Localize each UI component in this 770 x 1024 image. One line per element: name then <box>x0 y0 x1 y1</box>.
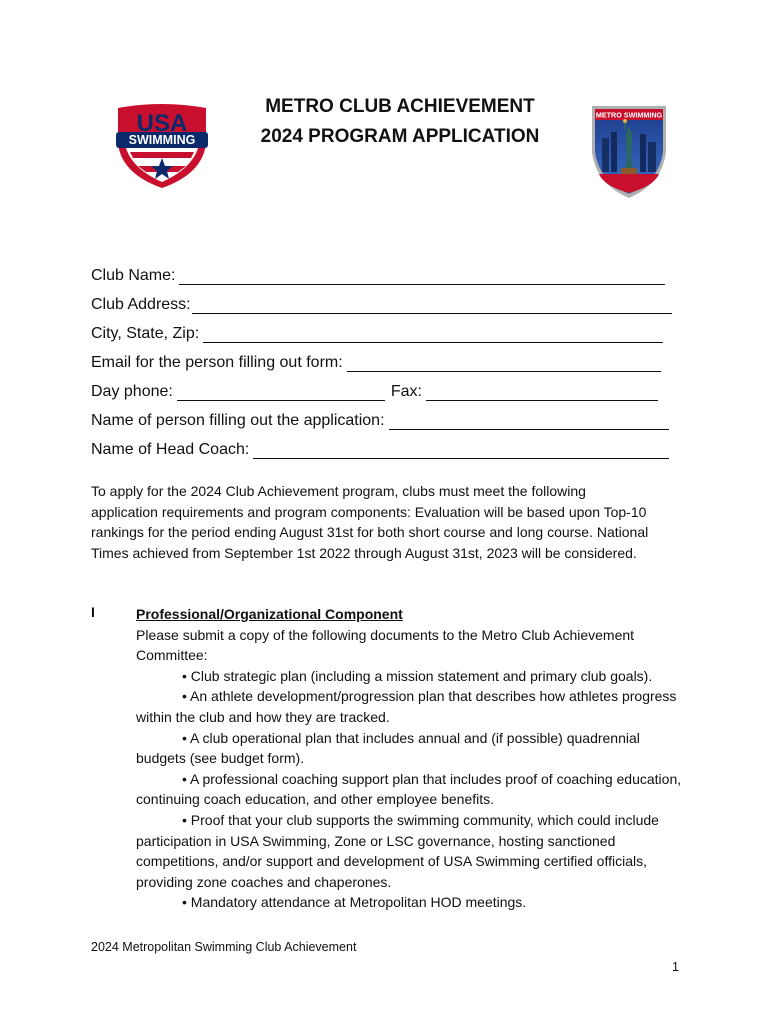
club-name-row <box>91 256 681 285</box>
applicant-name-label: Name of person filling out the application: <box>91 412 385 429</box>
head-coach-field[interactable] <box>253 441 669 459</box>
title-line-1: METRO CLUB ACHIEVEMENT <box>265 96 535 117</box>
metro-swimming-shield-icon <box>590 104 668 200</box>
page-number: 1 <box>672 960 679 974</box>
bullet-item: • A club operational plan that includes annual and (if possible) quadrennial budgets (see budget form). <box>136 729 640 767</box>
usa-swimming-logo-icon <box>112 104 212 190</box>
title-line-2: 2024 PROGRAM APPLICATION <box>260 126 540 147</box>
day-phone-label: Day phone: <box>91 383 173 400</box>
club-address-label: Club Address: <box>91 296 191 313</box>
usa-logo-text: USA <box>136 110 188 137</box>
club-name-field[interactable] <box>179 267 665 285</box>
city-state-zip-label: City, State, Zip: <box>91 325 200 342</box>
phone-fax-row <box>91 372 681 401</box>
section-heading: Professional/Organizational Component <box>136 606 403 622</box>
club-address-row <box>91 285 681 314</box>
applicant-name-field[interactable] <box>389 412 669 430</box>
day-phone-field[interactable] <box>177 383 385 401</box>
email-field[interactable] <box>347 354 661 372</box>
professional-organizational-section <box>136 604 684 913</box>
document-title <box>230 92 570 152</box>
city-state-zip-field[interactable] <box>203 325 663 343</box>
page-footer: 2024 Metropolitan Swimming Club Achievement <box>91 940 357 954</box>
club-info-form <box>91 256 681 459</box>
metro-logo-text: METRO SWIMMING <box>595 110 663 120</box>
club-name-label: Club Name: <box>91 267 176 284</box>
intro-paragraph: To apply for the 2024 Club Achievement program, clubs must meet the following application requirements and program components: Evaluation will be based upon Top-10 rankings for the period ending August 31st for both short course and long course. National Times achieved from September 1st 2022 through August 31st, 2023 will be considered. <box>91 483 649 561</box>
applicant-name-row <box>91 401 681 430</box>
city-state-zip-row <box>91 314 681 343</box>
bullet-item: • A professional coaching support plan that includes proof of coaching education, continuing coach education, and other employee benefits. <box>136 770 682 808</box>
bullet-item: • Club strategic plan (including a mission statement and primary club goals). <box>182 667 653 684</box>
bullet-item: • Mandatory attendance at Metropolitan HOD meetings. <box>182 894 527 911</box>
section-lead: Please submit a copy of the following documents to the Metro Club Achievement Committee: <box>136 626 635 664</box>
bullet-item: • An athlete development/progression plan that describes how athletes progress within the club and how they are tracked. <box>136 688 677 725</box>
fax-field[interactable] <box>426 383 658 401</box>
head-coach-label: Name of Head Coach: <box>91 441 250 458</box>
bullet-item: • Proof that your club supports the swimming community, which could include participation in USA Swimming, Zone or LSC governance, hosting sanctioned competitions, and/or support and development of USA Swimming certified officials, providing zone coaches and chaperones. <box>136 811 659 890</box>
section-number: I <box>91 604 95 620</box>
swimming-logo-text: SWIMMING <box>128 133 196 147</box>
email-row <box>91 343 681 372</box>
head-coach-row <box>91 430 681 459</box>
fax-label: Fax: <box>390 383 422 400</box>
email-label: Email for the person filling out form: <box>91 354 343 371</box>
club-address-field[interactable] <box>192 296 672 314</box>
